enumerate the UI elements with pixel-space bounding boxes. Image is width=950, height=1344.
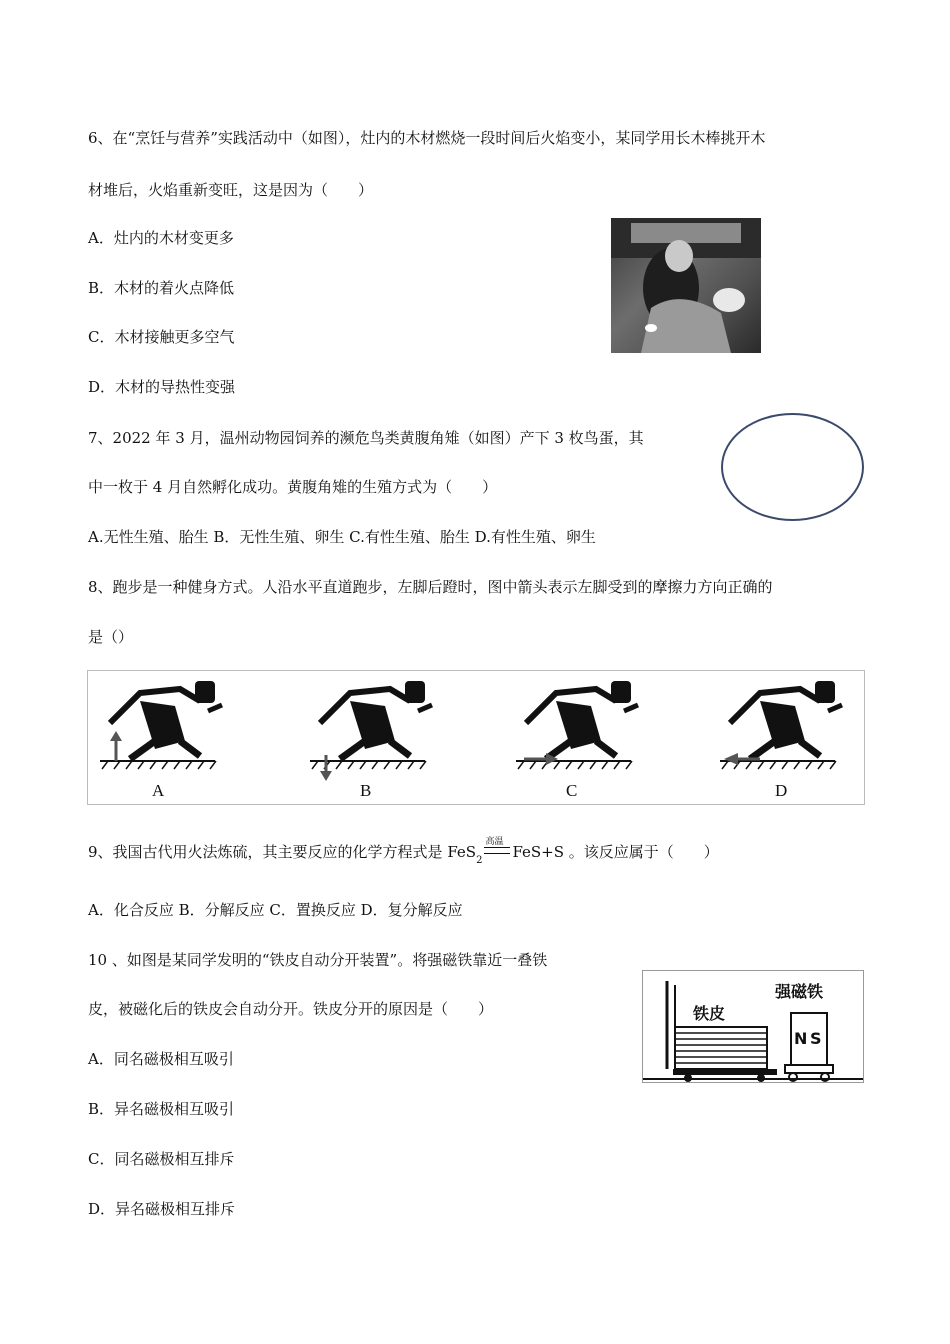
runner-label-c: C [566,781,578,800]
q9-equals-sign [484,847,510,854]
runners-art [88,671,864,804]
q10-option-d: D．异名磁极相互排斥 [88,1200,236,1218]
q9-options: A．化合反应 B．分解反应 C．置换反应 D．复分解反应 [88,901,463,919]
q9-stem [88,837,719,866]
q10-stem-line1: 10 、如图是某同学发明的“铁皮自动分开装置”。将强磁铁靠近一叠铁 [88,951,548,969]
q6-stem-line1: 6、在“烹饪与营养”实践活动中（如图），灶内的木材燃烧一段时间后火焰变小，某同学用长木棒挑开木 [88,129,766,147]
q8-stem-line1: 8、跑步是一种健身方式。人沿水平直道跑步，左脚后蹬时，图中箭头表示左脚受到的摩擦力方向正确的 [88,578,773,596]
south-pole-label: S [810,1029,822,1048]
north-pole-label: N [794,1029,808,1048]
q10-option-a: A．同名磁极相互吸引 [88,1050,234,1068]
bird-figure-oval [721,413,864,521]
q6-option-c: C．木材接触更多空气 [88,328,235,346]
q6-stem-line2: 材堆后，火焰重新变旺，这是因为（ ） [88,181,374,199]
q9-stem-prefix: 9、我国古代用火法炼硫，其主要反应的化学方程式是 FeS [88,843,477,861]
q9-stem-suffix: 。该反应属于（ ） [564,843,719,861]
q7-stem-line2: 中一枚于 4 月自然孵化成功。黄腹角雉的生殖方式为（ ） [88,478,498,496]
runners-figure [87,670,865,805]
magnet-figure [642,970,864,1083]
q6-option-a: A．灶内的木材变更多 [88,229,234,247]
runner-label-b: B [360,781,372,800]
q7-options: A.无性生殖、胎生 B．无性生殖、卵生 C.有性生殖、胎生 D.有性生殖、卵生 [88,528,596,546]
q6-option-b: B．木材的着火点降低 [88,279,235,297]
strong-magnet-label: 强磁铁 [775,982,824,1001]
q9-products: FeS+S [512,843,565,861]
q9-reaction-condition [482,837,512,862]
q8-stem-line2: 是（） [88,628,134,646]
q6-option-d: D．木材的导热性变强 [88,378,236,396]
runner-label-d: D [775,781,788,800]
cooking-photo-art [611,218,761,353]
cooking-photo [611,218,761,353]
iron-sheet-label: 铁皮 [693,1004,726,1023]
q10-option-b: B．异名磁极相互吸引 [88,1100,235,1118]
q9-condition-text: 高温 [485,837,504,847]
q7-stem-line1: 7、2022 年 3 月，温州动物园饲养的濒危鸟类黄腹角雉（如图）产下 3 枚鸟蛋，其 [88,429,644,447]
q10-option-c: C．同名磁极相互排斥 [88,1150,235,1168]
magnet-art [643,971,863,1082]
q10-stem-line2: 皮，被磁化后的铁皮会自动分开。铁皮分开的原因是（ ） [88,1000,494,1018]
q9-subscript: 2 [476,855,483,866]
runner-label-a: A [152,781,165,800]
